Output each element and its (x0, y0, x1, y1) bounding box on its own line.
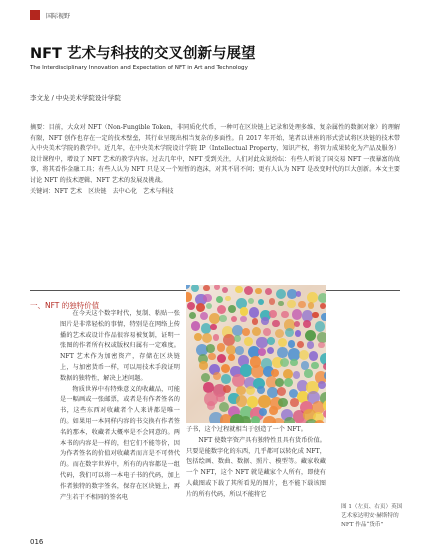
paint-spot (252, 318, 259, 325)
paint-spot (242, 328, 250, 336)
paint-spot (303, 320, 311, 328)
paint-spot (191, 285, 199, 292)
paint-spot (244, 337, 253, 346)
paint-spot (232, 374, 245, 387)
paint-spot (284, 417, 295, 423)
article-subtitle: The Interdisciplinary Innovation and Expectation of NFT in Art and Technology (30, 65, 248, 71)
paint-spot (318, 342, 324, 348)
paint-spot (269, 310, 277, 318)
paint-spot (324, 371, 326, 380)
paint-spot (187, 302, 195, 310)
paint-spot (203, 294, 212, 303)
paint-spot (298, 301, 305, 308)
body-column-right (186, 425, 326, 501)
paint-spot (240, 416, 251, 423)
paint-spot (186, 292, 192, 302)
paint-spot (290, 398, 299, 407)
body-paragraph-continued: 子书，这个过程就相当于创造了一个 NFT。 (186, 426, 307, 433)
paint-spot (281, 311, 289, 319)
paint-spot (189, 312, 196, 319)
paint-spot (252, 327, 261, 336)
paint-spot (223, 385, 231, 393)
paint-spot (305, 330, 316, 341)
paint-spot (275, 378, 284, 387)
paint-spot (202, 333, 212, 343)
paint-spot (221, 364, 230, 373)
paint-spot (217, 343, 226, 352)
paint-spot (276, 289, 286, 299)
article-author: 李文龙 / 中央美术学院设计学院 (30, 94, 121, 102)
paint-spot (269, 406, 278, 415)
paint-spot (214, 285, 220, 290)
paint-spot (295, 330, 302, 337)
figure-caption: 图 1（左页、右页）英国艺术家达明安·赫斯特的 NFT 作品“货币” (341, 504, 403, 529)
paint-spot (196, 303, 205, 312)
paint-spot (221, 374, 231, 384)
paint-spot (235, 286, 243, 294)
paint-spot (318, 293, 326, 303)
paint-spot (323, 400, 326, 411)
article-title: NFT 艺术与科技的交叉创新与展望 (30, 46, 256, 62)
paint-spot (307, 341, 315, 349)
paint-spot (318, 381, 326, 389)
paint-spot (323, 410, 326, 419)
paint-spot (321, 313, 326, 322)
paint-spot (228, 354, 235, 361)
body-column-left (60, 309, 180, 503)
paint-spot (249, 307, 260, 318)
paint-spot (294, 321, 301, 328)
paint-spot (213, 372, 221, 380)
paint-spot (244, 286, 253, 295)
paint-spot (288, 340, 296, 348)
paint-spot (308, 302, 314, 308)
paint-spot (201, 373, 210, 382)
paint-spot (323, 363, 326, 370)
paint-spot (236, 395, 247, 406)
paint-spot (275, 329, 285, 339)
paint-spot (203, 285, 210, 291)
paint-spot (285, 328, 294, 337)
paint-spot (292, 309, 303, 320)
paint-spot (293, 371, 301, 379)
paint-spot (280, 358, 289, 367)
abstract-block (30, 123, 400, 197)
paint-spot (304, 369, 312, 377)
paint-spot (194, 333, 202, 341)
paint-spot (278, 398, 287, 407)
paint-spot (296, 291, 302, 297)
paint-spot (258, 395, 271, 408)
section-heading: 一、NFT 的独特价值 (30, 301, 100, 310)
paint-spot (315, 321, 325, 331)
paint-spot (240, 316, 246, 322)
paint-spot (217, 305, 226, 314)
paint-spot (219, 315, 226, 322)
paint-spot (267, 347, 274, 354)
paint-spot (258, 348, 266, 356)
paint-spot (222, 287, 228, 293)
paint-spot (208, 353, 216, 361)
keywords: 关键词：NFT 艺术 区块链 去中心化 艺术与科技 (30, 187, 174, 195)
paint-spot (240, 307, 248, 315)
paint-spot (246, 386, 255, 395)
paint-spot (272, 320, 279, 327)
paint-spot (248, 298, 254, 304)
paint-spot (225, 296, 230, 301)
abstract-text: 摘要：目前，大众对 NFT（Non-Fungible Token，非同质化代币，一种可在区块链上记录和处理多维、复杂属性的数据对象）的理解有限，NFT 创作也存在一定的技术壁垒，其行业呈现出相当复杂的多面性。自 2017 年开始，笔者以讲座的形式尝试将区块链的技术带入中央美术学院的教学中。近几年，在中央美术学院设计学院 IP（Intellectual Property，知识产权，将智力成果转化为产品及服务）设计课程中，增设了 NFT 艺术的教学内容。过去几年中，NFT 受到关注，人们对此众说纷纭：有些人听说了国交易 NFT 一夜暴富的故事，将其看作金融工具；有些人认为 NFT 只是又一个短暂的泡沫，对其不屑不问；更有人认为 NFT 是改变时代的巨大创新。本文主要讨论 NFT 的技术逻辑、NFT 艺术的发展及挑战。 (30, 124, 400, 184)
paint-spot (199, 361, 207, 369)
page-number: 016 (30, 538, 44, 546)
paint-spot (210, 324, 217, 331)
paint-spot (320, 303, 326, 309)
paint-spot (191, 321, 200, 330)
paint-spot (235, 346, 244, 355)
paint-spot (263, 328, 271, 336)
paint-spot (311, 362, 319, 370)
paint-spot (287, 300, 295, 308)
paint-spot (265, 288, 272, 295)
paint-spot (216, 296, 224, 304)
paint-spot (206, 344, 215, 353)
paint-spot (261, 317, 268, 324)
paint-spot (207, 401, 215, 409)
section-marker (30, 10, 40, 20)
paint-spot (312, 312, 319, 319)
paint-spot (267, 337, 275, 345)
section-label: 国际视野 (46, 12, 71, 20)
paint-spot (259, 408, 267, 416)
paint-spot (258, 299, 264, 305)
paint-spot (257, 386, 265, 394)
paint-spot (290, 359, 298, 367)
body-paragraph: NFT 使数字资产具有独特性且具有货币价值。只要是能数字化的东西，几乎都可以转化成 NFT，包括绘画、数曲、数据、照片、模型等。藏家收藏一个 NFT，这个 NFT 就是藏家个人所有，即使有人截图或下载了其所看见的图片，也不能下载该图片的所有代码，所以不能将它 (186, 436, 326, 498)
figure-image-spot-paintings (186, 285, 326, 423)
body-paragraph: 在今天这个数字时代，复制、粘贴一张图片是非常轻松的事情，特别是在网络上传播的艺术或设计作品很容易被复制，证明一张图的作者所有权或版权归属有一定难度。NFT 艺术作为加密资产，存储在区块链上，与加密货币一样，可以用技术手段证明数据的独特性，解决上述问题。 (60, 310, 180, 382)
paint-spot (228, 305, 237, 314)
paint-spot (272, 418, 285, 423)
paint-spot (206, 303, 212, 309)
paint-spot (307, 292, 318, 303)
paint-spot (200, 312, 208, 320)
paint-spot (299, 350, 309, 360)
paint-spot (213, 334, 220, 341)
paint-spot (309, 351, 318, 360)
paint-spot (231, 316, 237, 322)
paint-spot (234, 335, 241, 342)
body-paragraph: 物质世界中有特殊意义的收藏品，可能是一幅画或一张邮票，或者是有作者签名的书，这些东西对收藏者个人来讲都是唯一的。如果用一本同样内容的书交换有作者签名的那本，收藏者大概率是不会同意的。两本书的内容是一样的，但它们不能等价，因为作者签名的价值对收藏者而言是不可替代的。而在数字世界中，所有的内容都是一组代码，我们可以将一本电子书的代码，加上作者独特的数字签名，保存在区块链上，再产生若干不相同的签名电 (60, 385, 180, 501)
paint-spot (269, 298, 276, 305)
paint-spot (217, 354, 226, 363)
paint-spot (277, 387, 286, 396)
paint-spot (186, 285, 190, 289)
paint-spot (278, 301, 283, 306)
paint-spot (255, 288, 261, 294)
paint-spot (278, 338, 287, 347)
paint-spot (251, 416, 260, 423)
page-header (30, 9, 70, 21)
paint-spot (251, 365, 264, 378)
paint-spot (284, 378, 293, 387)
paint-spot (297, 341, 304, 348)
